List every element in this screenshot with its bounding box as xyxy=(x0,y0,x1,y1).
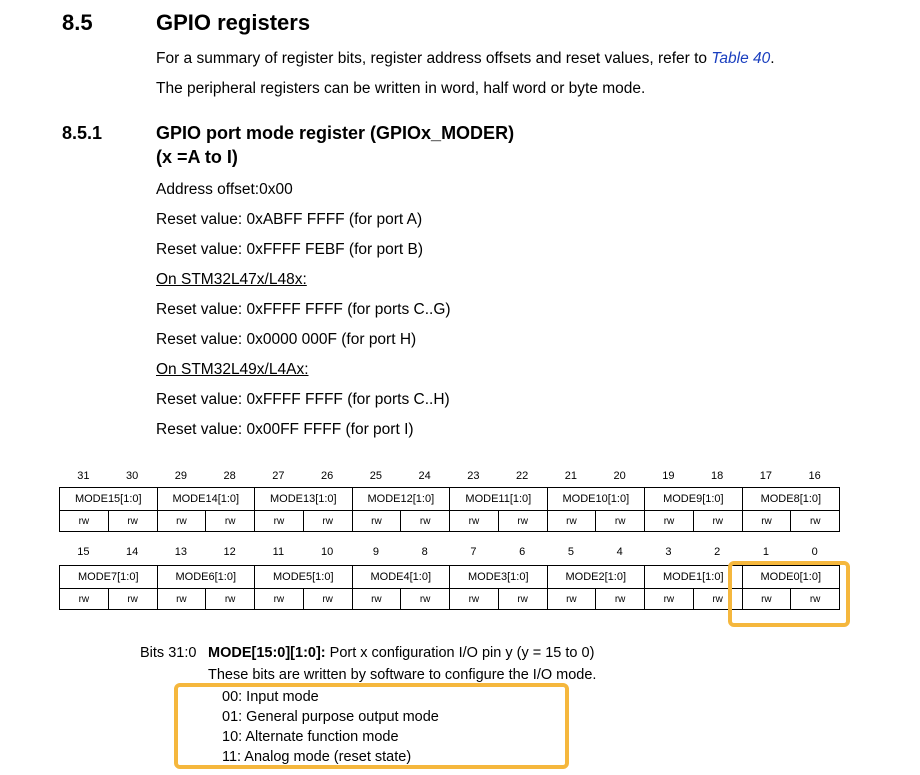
access-cell: rw xyxy=(547,589,596,610)
bit-number: 28 xyxy=(223,470,236,482)
reset-value-ports-c-h: Reset value: 0xFFFF FFFF (for ports C..H) xyxy=(156,391,450,408)
intro-text: For a summary of register bits, register address offsets and reset values, refer to xyxy=(156,50,712,67)
field-mode13: MODE13[1:0] xyxy=(255,488,353,511)
bit-number: 7 xyxy=(470,546,477,558)
access-cell: rw xyxy=(596,511,645,532)
field-mode0: MODE0[1:0] xyxy=(742,566,840,589)
bit-field-description xyxy=(208,645,594,661)
access-cell: rw xyxy=(401,589,450,610)
bit-number: 26 xyxy=(321,470,334,482)
bit-number: 25 xyxy=(369,470,382,482)
subsection-title: GPIO port mode register (GPIOx_MODER) xyxy=(156,123,515,143)
bit-number: 16 xyxy=(808,470,821,482)
access-cell: rw xyxy=(450,511,499,532)
intro-line-2: The peripheral registers can be written in word, half word or byte mode. xyxy=(156,80,646,97)
bit-number: 4 xyxy=(616,546,623,558)
access-cell: rw xyxy=(352,589,401,610)
access-cell: rw xyxy=(108,589,157,610)
access-cell: rw xyxy=(791,589,840,610)
variant-heading-l49x: On STM32L49x/L4Ax: xyxy=(156,361,309,378)
mode-option-11: 11: Analog mode (reset state) xyxy=(222,749,412,765)
mode-option-01: 01: General purpose output mode xyxy=(222,709,439,725)
bit-number: 9 xyxy=(372,546,379,558)
section-number: 8.5 xyxy=(62,10,93,35)
bit-field-detail: These bits are written by software to configure the I/O mode. xyxy=(208,667,597,683)
reset-value-port-b: Reset value: 0xFFFF FEBF (for port B) xyxy=(156,241,424,258)
bit-number: 27 xyxy=(272,470,285,482)
address-offset: Address offset:0x00 xyxy=(156,181,293,198)
field-mode15: MODE15[1:0] xyxy=(60,488,158,511)
field-mode6: MODE6[1:0] xyxy=(157,566,255,589)
access-cell: rw xyxy=(303,511,352,532)
bit-number: 6 xyxy=(519,546,526,558)
reset-value-port-h: Reset value: 0x0000 000F (for port H) xyxy=(156,331,417,348)
field-mode3: MODE3[1:0] xyxy=(450,566,548,589)
bit-number: 11 xyxy=(272,546,285,558)
variant-heading-l47x: On STM32L47x/L48x: xyxy=(156,271,307,288)
access-cell: rw xyxy=(498,511,547,532)
access-cell: rw xyxy=(547,511,596,532)
bit-number: 0 xyxy=(811,546,818,558)
field-mode14: MODE14[1:0] xyxy=(157,488,255,511)
access-cell: rw xyxy=(742,589,791,610)
bit-number: 15 xyxy=(77,546,90,558)
field-mode5: MODE5[1:0] xyxy=(255,566,353,589)
field-mode8: MODE8[1:0] xyxy=(742,488,840,511)
mode0-highlight xyxy=(728,561,850,627)
access-cell: rw xyxy=(303,589,352,610)
bit-number: 30 xyxy=(126,470,139,482)
section-title: GPIO registers xyxy=(156,10,311,35)
field-mode7: MODE7[1:0] xyxy=(60,566,158,589)
bit-number: 14 xyxy=(126,546,139,558)
access-cell: rw xyxy=(108,511,157,532)
register-table-lower xyxy=(59,565,840,610)
access-cell: rw xyxy=(791,511,840,532)
access-cell: rw xyxy=(157,511,206,532)
access-cell: rw xyxy=(60,511,109,532)
access-cell: rw xyxy=(206,511,255,532)
field-mode1: MODE1[1:0] xyxy=(645,566,743,589)
register-table-upper xyxy=(59,487,840,532)
bit-field-name: MODE[15:0][1:0]: xyxy=(208,645,326,661)
subsection-title-line-2: (x =A to I) xyxy=(156,147,238,167)
bit-number: 18 xyxy=(711,470,724,482)
mode-options-highlight xyxy=(174,683,569,769)
bit-number: 5 xyxy=(567,546,574,558)
field-mode10: MODE10[1:0] xyxy=(547,488,645,511)
bit-number: 12 xyxy=(223,546,236,558)
bits-range: Bits 31:0 xyxy=(140,645,197,661)
intro-line-1 xyxy=(156,50,775,68)
bit-number: 19 xyxy=(662,470,675,482)
reset-value-port-a: Reset value: 0xABFF FFFF (for port A) xyxy=(156,211,423,228)
bit-number: 20 xyxy=(613,470,626,482)
access-cell: rw xyxy=(498,589,547,610)
access-cell: rw xyxy=(255,589,304,610)
bit-number: 2 xyxy=(714,546,721,558)
subsection-number: 8.5.1 xyxy=(62,123,103,143)
access-cell: rw xyxy=(255,511,304,532)
access-cell: rw xyxy=(60,589,109,610)
bit-number: 31 xyxy=(77,470,90,482)
reset-value-ports-c-g: Reset value: 0xFFFF FFFF (for ports C..G) xyxy=(156,301,451,318)
access-cell: rw xyxy=(596,589,645,610)
field-mode4: MODE4[1:0] xyxy=(352,566,450,589)
access-cell: rw xyxy=(450,589,499,610)
mode-option-10: 10: Alternate function mode xyxy=(222,729,399,745)
bit-number: 22 xyxy=(516,470,529,482)
bit-number: 10 xyxy=(321,546,334,558)
access-cell: rw xyxy=(693,511,742,532)
bit-number: 17 xyxy=(759,470,772,482)
access-cell: rw xyxy=(157,589,206,610)
bit-number: 29 xyxy=(174,470,187,482)
bit-field-summary: Port x configuration I/O pin y (y = 15 to 0) xyxy=(325,645,595,661)
access-cell: rw xyxy=(401,511,450,532)
upper-access-row xyxy=(60,511,840,532)
field-mode11: MODE11[1:0] xyxy=(450,488,548,511)
field-mode2: MODE2[1:0] xyxy=(547,566,645,589)
access-cell: rw xyxy=(645,511,694,532)
lower-field-row xyxy=(60,566,840,589)
access-cell: rw xyxy=(742,511,791,532)
upper-field-row xyxy=(60,488,840,511)
field-mode9: MODE9[1:0] xyxy=(645,488,743,511)
field-mode12: MODE12[1:0] xyxy=(352,488,450,511)
access-cell: rw xyxy=(352,511,401,532)
bit-number: 8 xyxy=(421,546,428,558)
mode-option-00: 00: Input mode xyxy=(222,689,319,705)
bit-number: 1 xyxy=(762,546,769,558)
bit-number: 24 xyxy=(418,470,431,482)
intro-suffix: . xyxy=(770,50,775,67)
access-cell: rw xyxy=(693,589,742,610)
table-40-link[interactable]: Table 40 xyxy=(711,50,771,67)
bit-number: 23 xyxy=(467,470,480,482)
bit-number: 21 xyxy=(564,470,577,482)
access-cell: rw xyxy=(206,589,255,610)
bit-number: 13 xyxy=(174,546,187,558)
access-cell: rw xyxy=(645,589,694,610)
bit-number: 3 xyxy=(665,546,672,558)
reset-value-port-i: Reset value: 0x00FF FFFF (for port I) xyxy=(156,421,414,438)
lower-access-row xyxy=(60,589,840,610)
